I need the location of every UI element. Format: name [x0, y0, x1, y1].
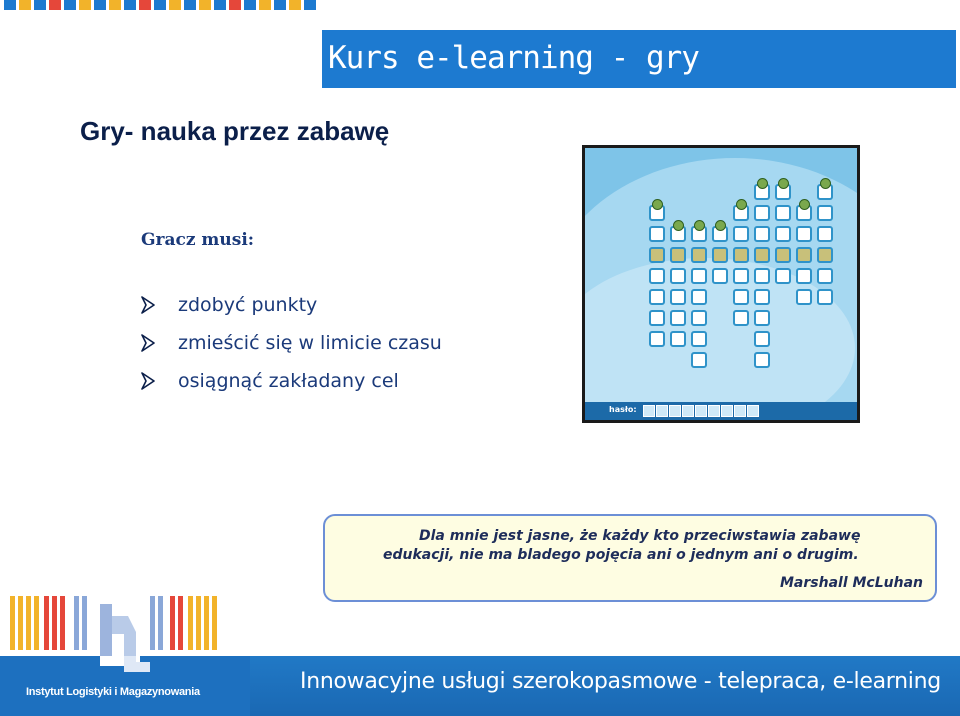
crossword-cell — [817, 268, 833, 284]
crossword-answer-cell — [817, 247, 833, 263]
chevron-right-icon — [140, 334, 156, 352]
quote-line-2: edukacji, nie ma bladego pojęcia ani o jednym ani o drugim. — [383, 547, 859, 563]
stripe-square — [139, 0, 151, 10]
clue-number-pin — [715, 220, 726, 231]
stripe-square — [274, 0, 286, 10]
crossword-cell — [733, 226, 749, 242]
password-cell — [721, 405, 733, 417]
crossword-cell — [754, 268, 770, 284]
title-banner — [322, 30, 956, 88]
crossword-cell — [775, 268, 791, 284]
password-cell — [669, 405, 681, 417]
crossword-cell — [670, 331, 686, 347]
clue-number-pin — [736, 199, 747, 210]
crossword-cell — [712, 268, 728, 284]
crossword-cell — [733, 289, 749, 305]
clue-number-pin — [652, 199, 663, 210]
crossword-cell — [649, 289, 665, 305]
clue-number-pin — [757, 178, 768, 189]
crossword-answer-cell — [775, 247, 791, 263]
crossword-cell — [670, 310, 686, 326]
bullet-item — [138, 332, 442, 370]
crossword-answer-cell — [733, 247, 749, 263]
bullet-list — [138, 294, 442, 408]
crossword-cell — [754, 205, 770, 221]
crossword-cell — [796, 268, 812, 284]
crossword-cell — [691, 310, 707, 326]
crossword-answer-cell — [649, 247, 665, 263]
password-bar — [585, 402, 857, 420]
footer-banner — [250, 656, 960, 716]
crossword-cell — [754, 352, 770, 368]
crossword-answer-cell — [712, 247, 728, 263]
crossword-cell — [817, 289, 833, 305]
bullet-item — [138, 294, 442, 332]
crossword-cell — [691, 352, 707, 368]
crossword-grid — [585, 148, 857, 420]
crossword-cell — [649, 268, 665, 284]
stripe-square — [19, 0, 31, 10]
crossword-cell — [754, 331, 770, 347]
stripe-square — [229, 0, 241, 10]
bullet-text: zdobyć punkty — [178, 294, 318, 316]
stripe-square — [289, 0, 301, 10]
crossword-cell — [754, 289, 770, 305]
crossword-cell — [796, 226, 812, 242]
stripe-square — [244, 0, 256, 10]
clue-number-pin — [820, 178, 831, 189]
crossword-cell — [649, 331, 665, 347]
clue-number-pin — [694, 220, 705, 231]
slide-subtitle: Gry- nauka przez zabawę — [80, 116, 390, 146]
bullet-item — [138, 370, 442, 408]
password-cell — [656, 405, 668, 417]
stripe-square — [79, 0, 91, 10]
clue-number-pin — [673, 220, 684, 231]
crossword-cell — [817, 205, 833, 221]
stripe-square — [259, 0, 271, 10]
crossword-cell — [670, 289, 686, 305]
stripe-square — [214, 0, 226, 10]
crossword-cell — [733, 268, 749, 284]
stripe-square — [49, 0, 61, 10]
intro-text: Gracz musi: — [141, 230, 255, 250]
password-label: hasło: — [609, 405, 637, 414]
crossword-cell — [733, 310, 749, 326]
page-title: Kurs e-learning - gry — [328, 40, 699, 76]
quote-author: Marshall McLuhan — [779, 575, 923, 591]
quote-line-1: Dla mnie jest jasne, że każdy kto przeciwstawia zabawę — [419, 528, 861, 544]
crossword-answer-cell — [691, 247, 707, 263]
logo-caption: Instytut Logistyki i Magazynowania — [26, 686, 200, 698]
crossword-cell — [691, 289, 707, 305]
stripe-square — [169, 0, 181, 10]
crossword-cell — [775, 226, 791, 242]
crossword-cell — [649, 310, 665, 326]
crossword-answer-cell — [670, 247, 686, 263]
crossword-cell — [754, 226, 770, 242]
stripe-square — [4, 0, 16, 10]
clue-number-pin — [778, 178, 789, 189]
stripe-square — [304, 0, 316, 10]
clue-number-pin — [799, 199, 810, 210]
stripe-square — [34, 0, 46, 10]
password-cell — [708, 405, 720, 417]
stripe-square — [64, 0, 76, 10]
footer-banner-text: Innowacyjne usługi szerokopasmowe - telepraca, e-learning — [300, 669, 941, 694]
crossword-answer-cell — [796, 247, 812, 263]
quote-box — [323, 514, 937, 602]
top-decorative-stripe — [0, 0, 320, 12]
stripe-square — [154, 0, 166, 10]
crossword-game-screenshot — [582, 145, 860, 423]
stripe-square — [94, 0, 106, 10]
chevron-right-icon — [140, 296, 156, 314]
crossword-cell — [691, 331, 707, 347]
crossword-cell — [649, 226, 665, 242]
password-cell — [682, 405, 694, 417]
password-cell — [734, 405, 746, 417]
stripe-square — [124, 0, 136, 10]
crossword-cell — [775, 205, 791, 221]
bullet-text: osiągnąć zakładany cel — [178, 370, 399, 392]
password-cell — [643, 405, 655, 417]
chevron-right-icon — [140, 372, 156, 390]
crossword-cell — [796, 289, 812, 305]
password-cell — [695, 405, 707, 417]
stripe-square — [109, 0, 121, 10]
crossword-cell — [670, 268, 686, 284]
crossword-cell — [754, 310, 770, 326]
crossword-cell — [817, 226, 833, 242]
bullet-text: zmieścić się w limicie czasu — [178, 332, 442, 354]
stripe-square — [184, 0, 196, 10]
crossword-answer-cell — [754, 247, 770, 263]
crossword-cell — [691, 268, 707, 284]
stripe-square — [199, 0, 211, 10]
password-cell — [747, 405, 759, 417]
